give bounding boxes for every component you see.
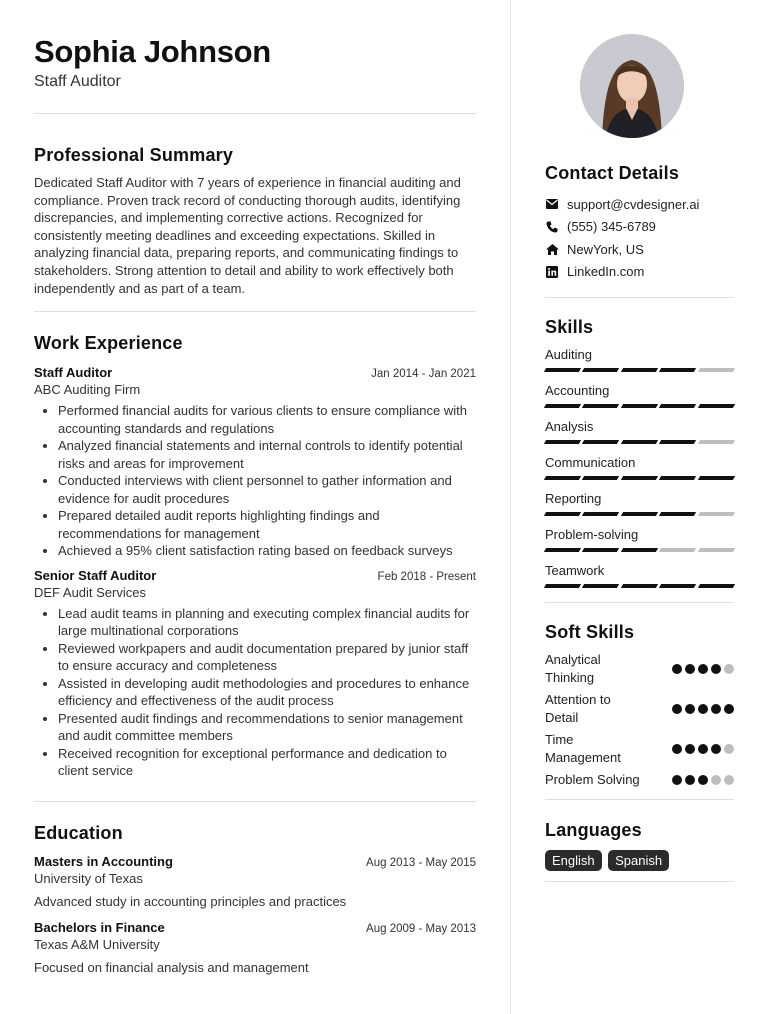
linkedin-icon (545, 265, 559, 279)
rating-dot (672, 775, 682, 785)
skill-level-segment (659, 548, 697, 552)
contact-location (545, 238, 734, 261)
job-dates: Jan 2014 - Jan 2021 (371, 368, 476, 381)
contact-linkedin[interactable] (545, 261, 734, 284)
skill-level-segment (659, 512, 697, 516)
languages-section (545, 819, 734, 871)
contact-title: Contact Details (545, 163, 680, 183)
languages-divider (545, 881, 734, 882)
skill-label: Accounting (545, 383, 610, 398)
skill-item (545, 418, 734, 444)
skill-label: Analysis (545, 419, 594, 434)
list-item: • Achieved a 95% client satisfaction rating based on feedback surveys (58, 542, 476, 559)
skill-level-segment (621, 476, 659, 480)
rating-dot (698, 744, 708, 754)
skill-level-segment (659, 476, 697, 480)
skill-level-segment (621, 548, 659, 552)
portrait-image (580, 34, 684, 138)
school: University of Texas (34, 871, 143, 887)
rating-dot (672, 704, 682, 714)
sidebar-column (545, 34, 734, 882)
skill-item (545, 490, 734, 516)
degree: Masters in Accounting (34, 854, 173, 870)
skill-item (545, 526, 734, 552)
soft-skill-rating (672, 744, 734, 754)
list-item: • Presented audit findings and recommendations to senior management and audit committee members (58, 710, 476, 745)
summary-divider (34, 311, 476, 312)
soft-skills-title: Soft Skills (545, 622, 635, 642)
job-company: ABC Auditing Firm (34, 382, 141, 398)
soft-skill-rating (672, 775, 734, 785)
soft-skill-item (545, 691, 734, 727)
experience-title: Work Experience (34, 333, 183, 354)
list-item: • Prepared detailed audit reports highlighting findings and recommendations for management (58, 507, 476, 542)
skill-level-segment (659, 584, 697, 588)
job-role: Senior Staff Auditor (34, 567, 157, 583)
skill-level-bar (545, 476, 734, 480)
list-item: • Received recognition for exceptional performance and dedication to client service (58, 745, 476, 780)
column-divider (510, 0, 511, 1014)
languages-list (545, 850, 734, 871)
skill-item (545, 454, 734, 480)
rating-dot (711, 744, 721, 754)
soft-skill-item (545, 651, 734, 687)
skill-level-bar (545, 548, 734, 552)
summary-section (34, 144, 476, 297)
skill-label: Auditing (545, 347, 592, 362)
location-text: NewYork, US (567, 241, 644, 257)
email-text: support@cvdesigner.ai (567, 196, 700, 212)
candidate-name: Sophia Johnson (34, 34, 271, 69)
linkedin-text: LinkedIn.com (567, 264, 645, 280)
skill-level-segment (582, 368, 620, 372)
soft-skill-label: Attention to Detail (545, 692, 611, 725)
job-entry (34, 568, 476, 780)
skill-label: Teamwork (545, 563, 605, 578)
skill-level-segment (697, 368, 735, 372)
skill-item (545, 382, 734, 408)
list-item: • Assisted in developing audit methodologies and procedures to enhance efficiency and effectiveness of the audit process (58, 675, 476, 710)
list-item: • Conducted interviews with client personnel to gather information and evidence for audit procedures (58, 472, 476, 507)
phone-icon (545, 220, 559, 234)
skill-label: Problem-solving (545, 527, 639, 542)
skill-level-segment (582, 440, 620, 444)
rating-dot (711, 664, 721, 674)
skill-level-segment (621, 368, 659, 372)
skill-level-segment (697, 548, 735, 552)
skill-label: Reporting (545, 491, 602, 506)
rating-dot (698, 704, 708, 714)
header-divider (34, 113, 476, 114)
skill-item (545, 562, 734, 588)
skill-level-segment (659, 368, 697, 372)
list-item: • Lead audit teams in planning and executing complex financial audits for large multinational corporations (58, 605, 476, 640)
main-column (34, 34, 476, 976)
rating-dot (724, 744, 734, 754)
soft-skill-label: Problem Solving (545, 772, 640, 787)
soft-skills-divider (545, 799, 734, 800)
skill-level-segment (621, 404, 659, 408)
rating-dot (711, 704, 721, 714)
job-entry (34, 365, 476, 559)
job-bullets (34, 605, 476, 780)
skill-level-segment (544, 548, 582, 552)
rating-dot (711, 775, 721, 785)
skill-level-segment (659, 404, 697, 408)
home-icon (545, 242, 559, 256)
list-item: • Reviewed workpapers and audit documentation prepared by junior staff to ensure accuracy and completeness (58, 640, 476, 675)
skill-level-segment (582, 584, 620, 588)
education-entry (34, 854, 476, 910)
contact-email[interactable] (545, 193, 734, 216)
rating-dot (685, 664, 695, 674)
soft-skill-rating (672, 664, 734, 674)
soft-skill-item (545, 731, 734, 767)
rating-dot (724, 704, 734, 714)
skills-divider (545, 602, 734, 603)
education-entry (34, 920, 476, 976)
soft-skills-section (545, 621, 734, 789)
summary-text: Dedicated Staff Auditor with 7 years of experience in financial auditing and compliance. Proven track record of conducting thorough audits, identifying discrepancies, and implementing corrective actions. Recognized for consistently meeting deadlines and exceeding expectations. Skilled in analyzing financial data, preparing reports, and communicating findings to stakeholders. Strong attention to detail and ability to work effectively both independently and as part of a team. (34, 175, 461, 296)
skill-level-segment (659, 440, 697, 444)
language-chip: English (545, 850, 602, 871)
rating-dot (685, 704, 695, 714)
list-item: • Analyzed financial statements and internal controls to identify potential risks and areas for improvement (58, 437, 476, 472)
profile-photo (580, 34, 684, 138)
skill-level-segment (544, 512, 582, 516)
skill-level-bar (545, 368, 734, 372)
skill-level-bar (545, 512, 734, 516)
soft-skill-label: Analytical Thinking (545, 652, 601, 685)
skill-level-segment (582, 512, 620, 516)
skill-level-segment (582, 548, 620, 552)
education-dates: Aug 2009 - May 2013 (366, 923, 476, 936)
soft-skill-rating (672, 704, 734, 714)
skill-level-segment (697, 440, 735, 444)
skill-level-segment (621, 440, 659, 444)
education-section (34, 822, 476, 976)
rating-dot (698, 664, 708, 674)
skill-level-segment (697, 476, 735, 480)
skills-list (545, 346, 734, 588)
education-title: Education (34, 823, 123, 844)
skill-label: Communication (545, 455, 636, 470)
job-role: Staff Auditor (34, 365, 113, 381)
skill-level-segment (544, 584, 582, 588)
skill-level-segment (544, 368, 582, 372)
education-description: Focused on financial analysis and management (34, 960, 309, 976)
soft-skills-list (545, 651, 734, 789)
summary-title: Professional Summary (34, 145, 234, 165)
rating-dot (672, 664, 682, 674)
skill-level-bar (545, 584, 734, 588)
skill-level-segment (582, 476, 620, 480)
skill-level-segment (697, 584, 735, 588)
degree: Bachelors in Finance (34, 920, 165, 936)
list-item: • Performed financial audits for various clients to ensure compliance with accounting standards and regulations (58, 402, 476, 437)
rating-dot (724, 775, 734, 785)
job-bullets (34, 402, 476, 559)
contact-divider (545, 297, 734, 298)
envelope-icon (545, 197, 559, 211)
soft-skill-label: Time Management (545, 732, 621, 765)
education-description: Advanced study in accounting principles and practices (34, 894, 347, 910)
skills-title: Skills (545, 317, 594, 337)
skill-level-bar (545, 440, 734, 444)
skill-level-segment (621, 512, 659, 516)
rating-dot (698, 775, 708, 785)
contact-phone[interactable] (545, 216, 734, 239)
rating-dot (685, 775, 695, 785)
skill-level-segment (582, 404, 620, 408)
skill-item (545, 346, 734, 372)
experience-divider (34, 801, 476, 802)
soft-skill-item (545, 771, 734, 789)
languages-title: Languages (545, 820, 642, 840)
education-dates: Aug 2013 - May 2015 (366, 857, 476, 870)
skill-level-segment (544, 476, 582, 480)
language-chip: Spanish (608, 850, 669, 871)
experience-section (34, 332, 476, 779)
skill-level-segment (544, 404, 582, 408)
candidate-title: Staff Auditor (34, 73, 121, 90)
skill-level-segment (697, 404, 735, 408)
job-dates: Feb 2018 - Present (377, 570, 476, 583)
skills-section (545, 316, 734, 588)
skill-level-bar (545, 404, 734, 408)
rating-dot (685, 744, 695, 754)
skill-level-segment (697, 512, 735, 516)
rating-dot (672, 744, 682, 754)
school: Texas A&M University (34, 937, 160, 953)
phone-text: (555) 345-6789 (567, 219, 656, 235)
skill-level-segment (621, 584, 659, 588)
skill-level-segment (544, 440, 582, 444)
rating-dot (724, 664, 734, 674)
job-company: DEF Audit Services (34, 584, 146, 600)
contact-section (545, 162, 734, 283)
